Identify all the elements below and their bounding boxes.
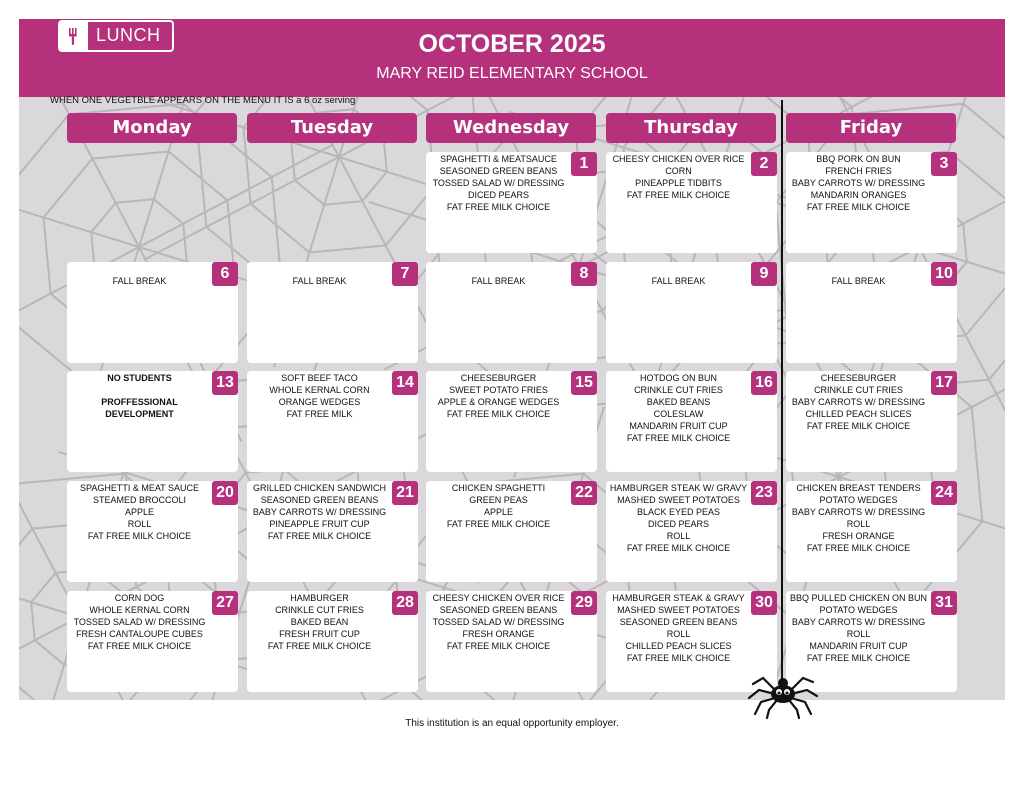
menu-item: APPLE	[483, 506, 514, 517]
menu-item: CRINKLE CUT FRIES	[275, 604, 364, 615]
menu-item: CORN DOG	[114, 593, 165, 603]
menu-item: CHEESEBURGER	[460, 373, 537, 383]
menu-item: MASHED SWEET POTATOES	[617, 494, 740, 505]
menu-item: HAMBURGER STEAK & GRAVY	[612, 593, 745, 603]
menu-item	[606, 264, 751, 276]
menu-item: NO STUDENTS	[107, 373, 172, 383]
day-number: 17	[931, 371, 957, 395]
calendar-day-cell	[67, 481, 238, 582]
menu-item: CHILLED PEACH SLICES	[805, 408, 912, 419]
day-number: 1	[571, 152, 597, 176]
equal-opportunity-footer: This institution is an equal opportunity employer.	[405, 718, 619, 729]
menu-item: FAT FREE MILK CHOICE	[806, 420, 911, 431]
day-number: 9	[751, 262, 777, 286]
menu-item: GREEN PEAS	[469, 494, 528, 505]
spider-thread	[781, 100, 783, 680]
menu-list	[786, 483, 931, 554]
menu-item: CHICKEN BREAST TENDERS	[796, 483, 921, 493]
calendar-day-cell	[426, 591, 597, 692]
menu-list	[786, 264, 931, 288]
menu-item	[786, 264, 931, 276]
school-name: MARY REID ELEMENTARY SCHOOL	[376, 65, 648, 82]
menu-item	[67, 385, 212, 397]
lunch-logo-label: LUNCH	[96, 25, 161, 45]
menu-list	[426, 264, 571, 288]
day-number: 15	[571, 371, 597, 395]
menu-item: DICED PEARS	[647, 518, 709, 529]
menu-list	[786, 154, 931, 214]
menu-item: ROLL	[846, 518, 871, 529]
vegetable-serving-note: WHEN ONE VEGETBLE APPEARS ON THE MENU IT IS a 6 oz serving	[50, 95, 356, 106]
day-number: 21	[392, 481, 418, 505]
menu-list	[606, 593, 751, 664]
menu-item: TOSSED SALAD W/ DRESSING	[73, 616, 206, 627]
calendar-day-cell	[247, 481, 418, 582]
menu-list	[426, 593, 571, 653]
menu-item: ROLL	[846, 628, 871, 639]
day-number: 31	[931, 591, 957, 615]
calendar-day-cell	[786, 152, 957, 253]
day-number: 23	[751, 481, 777, 505]
menu-list	[786, 593, 931, 664]
menu-item: PINEAPPLE TIDBITS	[635, 177, 722, 188]
day-number: 30	[751, 591, 777, 615]
day-number: 3	[931, 152, 957, 176]
menu-list	[786, 373, 931, 433]
menu-item	[67, 264, 212, 276]
menu-item: FALL BREAK	[292, 275, 347, 286]
menu-item: ORANGE WEDGES	[278, 396, 361, 407]
spider-icon	[745, 670, 820, 720]
menu-item: MASHED SWEET POTATOES	[617, 604, 740, 615]
menu-item: TOSSED SALAD W/ DRESSING	[432, 616, 565, 627]
menu-item: FAT FREE MILK CHOICE	[806, 652, 911, 663]
menu-item: FAT FREE MILK CHOICE	[446, 201, 551, 212]
menu-item: STEAMED BROCCOLI	[92, 494, 186, 505]
menu-item: POTATO WEDGES	[819, 604, 898, 615]
menu-list	[426, 483, 571, 531]
day-number: 14	[392, 371, 418, 395]
menu-item: HAMBURGER STEAK W/ GRAVY	[609, 483, 748, 493]
calendar-day-cell	[247, 591, 418, 692]
menu-list	[247, 483, 392, 543]
calendar-day-cell	[606, 152, 777, 253]
menu-item: CHEESEBURGER	[820, 373, 897, 383]
menu-item: CHEESY CHICKEN OVER RICE	[612, 154, 745, 164]
menu-item: FAT FREE MILK CHOICE	[87, 640, 192, 651]
menu-item: BABY CARROTS W/ DRESSING	[791, 616, 926, 627]
day-number: 10	[931, 262, 957, 286]
menu-item: ROLL	[666, 628, 691, 639]
menu-item: FRESH ORANGE	[822, 530, 895, 541]
menu-item: TOSSED SALAD W/ DRESSING	[432, 177, 565, 188]
day-number: 16	[751, 371, 777, 395]
calendar-day-cell	[67, 591, 238, 692]
menu-item: ROLL	[666, 530, 691, 541]
page-title: OCTOBER 2025	[418, 30, 606, 58]
day-number: 24	[931, 481, 957, 505]
page-header	[19, 19, 1005, 97]
calendar-day-cell	[247, 371, 418, 472]
menu-list	[606, 373, 751, 444]
calendar-day-cell	[786, 371, 957, 472]
menu-item: SEASONED GREEN BEANS	[619, 616, 738, 627]
calendar-day-cell	[606, 371, 777, 472]
menu-item: SPAGHETTI & MEAT SAUCE	[79, 483, 200, 493]
calendar-day-cell	[67, 371, 238, 472]
menu-item: FALL BREAK	[112, 275, 167, 286]
menu-item: MANDARIN ORANGES	[810, 189, 907, 200]
menu-item: FAT FREE MILK CHOICE	[267, 640, 372, 651]
day-number: 8	[571, 262, 597, 286]
day-number: 13	[212, 371, 238, 395]
menu-item: FRENCH FRIES	[825, 165, 892, 176]
menu-item: SPAGHETTI & MEATSAUCE	[440, 154, 557, 164]
menu-item: FAT FREE MILK CHOICE	[626, 652, 731, 663]
menu-item: HOTDOG ON BUN	[639, 373, 717, 383]
menu-list	[426, 373, 571, 421]
menu-item: CHICKEN SPAGHETTI	[451, 483, 546, 493]
menu-list	[247, 373, 392, 421]
menu-list	[247, 593, 392, 653]
calendar-day-cell	[426, 371, 597, 472]
menu-item: COLESLAW	[653, 408, 704, 419]
menu-item: FAT FREE MILK CHOICE	[446, 518, 551, 529]
menu-item: APPLE	[124, 506, 155, 517]
menu-item: SEASONED GREEN BEANS	[260, 494, 379, 505]
menu-item	[247, 264, 392, 276]
menu-item: SOFT BEEF TACO	[281, 373, 358, 383]
day-header-thursday: Thursday	[606, 113, 776, 143]
menu-item: HAMBURGER	[290, 593, 349, 603]
menu-item: ROLL	[127, 518, 152, 529]
menu-item: MANDARIN FRUIT CUP	[629, 420, 728, 431]
menu-item: PROFFESSIONAL	[101, 396, 178, 407]
day-number: 28	[392, 591, 418, 615]
menu-item: BBQ PULLED CHICKEN ON BUN	[789, 593, 928, 603]
day-number: 2	[751, 152, 777, 176]
menu-item: FAT FREE MILK CHOICE	[446, 408, 551, 419]
menu-list	[67, 593, 212, 653]
menu-item: FAT FREE MILK CHOICE	[806, 201, 911, 212]
calendar-day-cell	[247, 262, 418, 363]
menu-item: DEVELOPMENT	[105, 408, 174, 419]
menu-list	[67, 264, 212, 288]
menu-item: APPLE & ORANGE WEDGES	[437, 396, 560, 407]
menu-item: FRESH ORANGE	[462, 628, 535, 639]
menu-item: CHILLED PEACH SLICES	[625, 640, 732, 651]
day-number: 22	[571, 481, 597, 505]
menu-item: FAT FREE MILK CHOICE	[626, 432, 731, 443]
menu-item: SEASONED GREEN BEANS	[439, 165, 558, 176]
menu-item: FALL BREAK	[831, 275, 886, 286]
day-number: 27	[212, 591, 238, 615]
menu-item: WHOLE KERNAL CORN	[89, 604, 190, 615]
menu-item: BBQ PORK ON BUN	[816, 154, 901, 164]
menu-item: BABY CARROTS W/ DRESSING	[791, 396, 926, 407]
day-number: 7	[392, 262, 418, 286]
menu-item: CHEESY CHICKEN OVER RICE	[432, 593, 565, 603]
calendar-day-cell	[606, 481, 777, 582]
day-number: 29	[571, 591, 597, 615]
day-header-friday: Friday	[786, 113, 956, 143]
menu-list	[606, 483, 751, 554]
menu-item: WHOLE KERNAL CORN	[269, 384, 370, 395]
day-header-wednesday: Wednesday	[426, 113, 596, 143]
menu-item: FRESH FRUIT CUP	[279, 628, 360, 639]
menu-list	[247, 264, 392, 288]
menu-item: FAT FREE MILK CHOICE	[626, 189, 731, 200]
menu-item: POTATO WEDGES	[819, 494, 898, 505]
calendar-day-cell	[426, 481, 597, 582]
calendar-day-cell	[426, 152, 597, 253]
menu-item: CRINKLE CUT FRIES	[634, 384, 723, 395]
menu-item: MANDARIN FRUIT CUP	[809, 640, 908, 651]
menu-item: FAT FREE MILK CHOICE	[267, 530, 372, 541]
menu-item: FAT FREE MILK CHOICE	[626, 542, 731, 553]
calendar-day-cell	[426, 262, 597, 363]
menu-list	[606, 154, 751, 202]
menu-item: CORN	[665, 165, 692, 176]
menu-item: GRILLED CHICKEN SANDWICH	[252, 483, 387, 493]
menu-item: FAT FREE MILK	[286, 408, 353, 419]
menu-list	[67, 373, 212, 421]
menu-item: BABY CARROTS W/ DRESSING	[791, 177, 926, 188]
menu-item: FAT FREE MILK CHOICE	[806, 542, 911, 553]
menu-item: FAT FREE MILK CHOICE	[446, 640, 551, 651]
calendar-day-cell	[786, 262, 957, 363]
menu-item: BAKED BEAN	[290, 616, 349, 627]
menu-item: DICED PEARS	[467, 189, 529, 200]
menu-item: BAKED BEANS	[646, 396, 711, 407]
menu-list	[606, 264, 751, 288]
day-number: 20	[212, 481, 238, 505]
menu-item	[426, 264, 571, 276]
menu-item: FAT FREE MILK CHOICE	[87, 530, 192, 541]
menu-item: BABY CARROTS W/ DRESSING	[791, 506, 926, 517]
menu-item: FALL BREAK	[651, 275, 706, 286]
menu-list	[67, 483, 212, 543]
menu-item: BLACK EYED PEAS	[636, 506, 721, 517]
calendar-day-cell	[786, 481, 957, 582]
menu-item: SEASONED GREEN BEANS	[439, 604, 558, 615]
menu-item: PINEAPPLE FRUIT CUP	[269, 518, 370, 529]
menu-item: CRINKLE CUT FRIES	[814, 384, 903, 395]
day-header-monday: Monday	[67, 113, 237, 143]
day-header-tuesday: Tuesday	[247, 113, 417, 143]
menu-item: SWEET POTATO FRIES	[449, 384, 548, 395]
menu-item: FRESH CANTALOUPE CUBES	[76, 628, 203, 639]
menu-item: BABY CARROTS W/ DRESSING	[252, 506, 387, 517]
calendar-day-cell	[606, 262, 777, 363]
day-number: 6	[212, 262, 238, 286]
menu-item: FALL BREAK	[471, 275, 526, 286]
menu-list	[426, 154, 571, 214]
calendar-day-cell	[67, 262, 238, 363]
